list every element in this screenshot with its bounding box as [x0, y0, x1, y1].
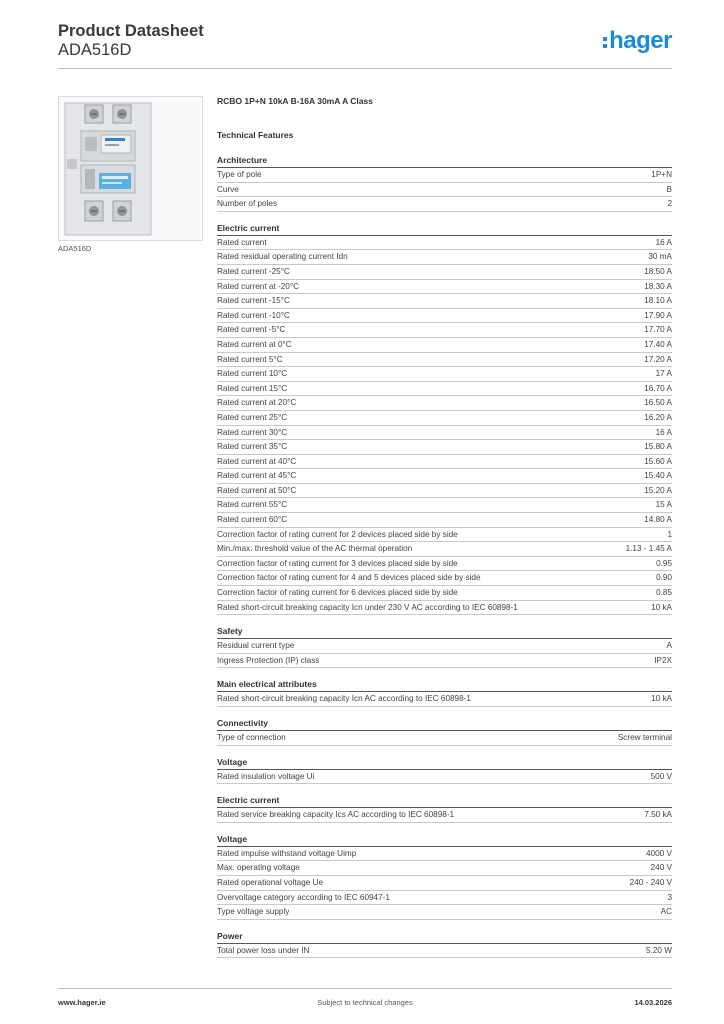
hager-logo[interactable]	[603, 28, 672, 54]
feature-row	[217, 876, 672, 891]
feature-section	[217, 756, 672, 785]
feature-value: 4000 V	[646, 848, 672, 858]
feature-section	[217, 678, 672, 707]
feature-row	[217, 411, 672, 426]
feature-label: Rated current 35°C	[217, 442, 288, 452]
feature-label: Rated current at 40°C	[217, 456, 297, 466]
feature-row	[217, 513, 672, 528]
feature-row	[217, 731, 672, 746]
feature-row	[217, 692, 672, 707]
feature-row	[217, 586, 672, 601]
datasheet-content	[217, 95, 672, 958]
feature-value: 15.20 A	[644, 485, 672, 495]
footer-date: 14.03.2026	[634, 998, 672, 1007]
feature-value: 1	[667, 529, 672, 539]
feature-row	[217, 770, 672, 785]
feature-label: Curve	[217, 184, 239, 194]
feature-row	[217, 168, 672, 183]
feature-value: 240 - 240 V	[629, 877, 672, 887]
product-code: ADA516D	[58, 41, 132, 59]
feature-value: 15 A	[655, 500, 672, 510]
feature-label: Total power loss under IN	[217, 945, 310, 955]
feature-label: Rated current at 50°C	[217, 485, 297, 495]
feature-label: Rated current 55°C	[217, 500, 288, 510]
feature-label: Rated current -5°C	[217, 325, 286, 335]
feature-row	[217, 338, 672, 353]
product-description: RCBO 1P+N 10kA B-16A 30mA A Class	[217, 96, 373, 106]
section-title: Safety	[217, 625, 672, 639]
feature-label: Correction factor of rating current for 6 devices placed side by side	[217, 588, 458, 598]
feature-label: Overvoltage category according to IEC 60947-1	[217, 892, 390, 902]
section-title: Electric current	[217, 794, 672, 808]
feature-row	[217, 197, 672, 212]
feature-value: 0.85	[656, 588, 672, 598]
feature-value: 17.20 A	[644, 354, 672, 364]
feature-label: Rated current 10°C	[217, 369, 288, 379]
feature-label: Rated current -15°C	[217, 296, 290, 306]
feature-section	[217, 222, 672, 615]
feature-label: Rated current -10°C	[217, 310, 290, 320]
footer-note: Subject to technical changes	[317, 998, 413, 1007]
feature-label: Rated current at -20°C	[217, 281, 300, 291]
feature-value: 240 V	[650, 863, 672, 873]
feature-row	[217, 294, 672, 309]
feature-value: 17.70 A	[644, 325, 672, 335]
feature-row	[217, 891, 672, 906]
technical-features-heading: Technical Features	[217, 130, 294, 140]
feature-row	[217, 571, 672, 586]
feature-section	[217, 717, 672, 746]
feature-row	[217, 847, 672, 862]
feature-label: Rated insulation voltage Ui	[217, 771, 315, 781]
feature-row	[217, 280, 672, 295]
feature-section	[217, 794, 672, 823]
feature-value: 2	[667, 199, 672, 209]
feature-label: Rated current 60°C	[217, 515, 288, 525]
feature-row	[217, 905, 672, 920]
feature-label: Rated current -25°C	[217, 266, 290, 276]
feature-label: Rated short-circuit breaking capacity Icn AC according to IEC 60898-1	[217, 694, 471, 704]
feature-label: Type of pole	[217, 170, 262, 179]
feature-row	[217, 396, 672, 411]
feature-value: 16 A	[655, 237, 672, 247]
feature-value: 16.70 A	[644, 383, 672, 393]
feature-row	[217, 808, 672, 823]
feature-row	[217, 484, 672, 499]
section-title: Power	[217, 930, 672, 944]
feature-row	[217, 265, 672, 280]
document-title: Product Datasheet	[58, 22, 204, 40]
feature-value: 14.80 A	[644, 515, 672, 525]
feature-section	[217, 930, 672, 959]
feature-label: Rated current	[217, 237, 267, 247]
feature-label: Rated operational voltage Ue	[217, 877, 324, 887]
feature-label: Correction factor of rating current for 3 devices placed side by side	[217, 558, 458, 568]
logo-text: hager	[609, 27, 672, 54]
rcbo-device-icon	[59, 97, 202, 240]
feature-row	[217, 440, 672, 455]
feature-label: Ingress Protection (IP) class	[217, 655, 320, 665]
feature-label: Correction factor of rating current for 2 devices placed side by side	[217, 529, 458, 539]
feature-row	[217, 236, 672, 251]
feature-value: 17 A	[655, 369, 672, 379]
feature-row	[217, 367, 672, 382]
feature-label: Number of poles	[217, 199, 278, 209]
feature-value: 18.10 A	[644, 296, 672, 306]
feature-label: Rated current 15°C	[217, 383, 288, 393]
feature-label: Max. operating voltage	[217, 863, 300, 873]
feature-value: B	[666, 184, 672, 194]
section-title: Connectivity	[217, 717, 672, 731]
feature-sections	[217, 154, 672, 958]
section-title: Electric current	[217, 222, 672, 236]
feature-label: Rated short-circuit breaking capacity Icn under 230 V AC according to IEC 60898-1	[217, 602, 518, 612]
feature-label: Residual current type	[217, 641, 295, 651]
feature-value: 18.50 A	[644, 266, 672, 276]
feature-value: 16.50 A	[644, 398, 672, 408]
feature-row	[217, 382, 672, 397]
feature-row	[217, 557, 672, 572]
feature-value: 15.80 A	[644, 442, 672, 452]
feature-value: 18.30 A	[644, 281, 672, 291]
feature-row	[217, 250, 672, 265]
feature-value: 1.13 - 1.45 A	[625, 544, 672, 554]
feature-row	[217, 469, 672, 484]
feature-label: Rated current at 45°C	[217, 471, 297, 481]
feature-label: Rated impulse withstand voltage Uimp	[217, 848, 357, 858]
section-title: Voltage	[217, 756, 672, 770]
feature-row	[217, 601, 672, 616]
feature-section	[217, 625, 672, 668]
feature-value: 0.95	[656, 558, 672, 568]
feature-value: 5.20 W	[646, 945, 672, 955]
feature-label: Rated current at 20°C	[217, 398, 297, 408]
feature-value: 10 kA	[651, 602, 672, 612]
feature-value: A	[666, 641, 672, 651]
feature-label: Type voltage supply	[217, 907, 290, 917]
feature-row	[217, 498, 672, 513]
feature-value: 16 A	[655, 427, 672, 437]
section-title: Voltage	[217, 833, 672, 847]
feature-value: IP2X	[654, 655, 672, 665]
feature-row	[217, 426, 672, 441]
logo-dots-icon	[603, 37, 607, 48]
feature-value: 0.90	[656, 573, 672, 583]
feature-row	[217, 528, 672, 543]
feature-value: 3	[667, 892, 672, 902]
feature-row	[217, 542, 672, 557]
feature-value: 17.40 A	[644, 339, 672, 349]
feature-row	[217, 323, 672, 338]
feature-label: Rated current 25°C	[217, 412, 288, 422]
feature-label: Type of connection	[217, 733, 286, 742]
feature-value: Screw terminal	[617, 733, 672, 742]
image-caption: ADA516D	[58, 244, 92, 253]
feature-value: 15.60 A	[644, 456, 672, 466]
feature-value: 7.50 kA	[644, 810, 672, 820]
feature-value: AC	[660, 907, 672, 917]
feature-label: Rated current 5°C	[217, 354, 283, 364]
footer-divider	[58, 988, 672, 989]
feature-row	[217, 183, 672, 198]
product-image	[58, 96, 203, 241]
document-header	[58, 22, 204, 60]
feature-value: 17.90 A	[644, 310, 672, 320]
feature-row	[217, 861, 672, 876]
feature-row	[217, 455, 672, 470]
feature-label: Min./max. threshold value of the AC thermal operation	[217, 544, 413, 554]
feature-row	[217, 639, 672, 654]
feature-row	[217, 309, 672, 324]
feature-value: 15.40 A	[644, 471, 672, 481]
feature-value: 1P+N	[651, 170, 672, 179]
feature-value: 30 mA	[648, 252, 672, 262]
header-divider	[58, 68, 672, 69]
feature-section	[217, 154, 672, 212]
feature-section	[217, 833, 672, 920]
feature-label: Rated current 30°C	[217, 427, 288, 437]
feature-value: 16.20 A	[644, 412, 672, 422]
feature-label: Rated current at 0°C	[217, 339, 292, 349]
feature-value: 10 kA	[651, 694, 672, 704]
feature-label: Correction factor of rating current for 4 and 5 devices placed side by side	[217, 573, 481, 583]
section-title: Architecture	[217, 154, 672, 168]
feature-label: Rated service breaking capacity Ics AC according to IEC 60898-1	[217, 810, 455, 820]
section-title: Main electrical attributes	[217, 678, 672, 692]
feature-row	[217, 654, 672, 669]
feature-row	[217, 944, 672, 959]
website-link[interactable]: www.hager.ie	[58, 998, 106, 1007]
feature-label: Rated residual operating current Idn	[217, 252, 348, 262]
feature-row	[217, 353, 672, 368]
feature-value: 500 V	[650, 771, 672, 781]
